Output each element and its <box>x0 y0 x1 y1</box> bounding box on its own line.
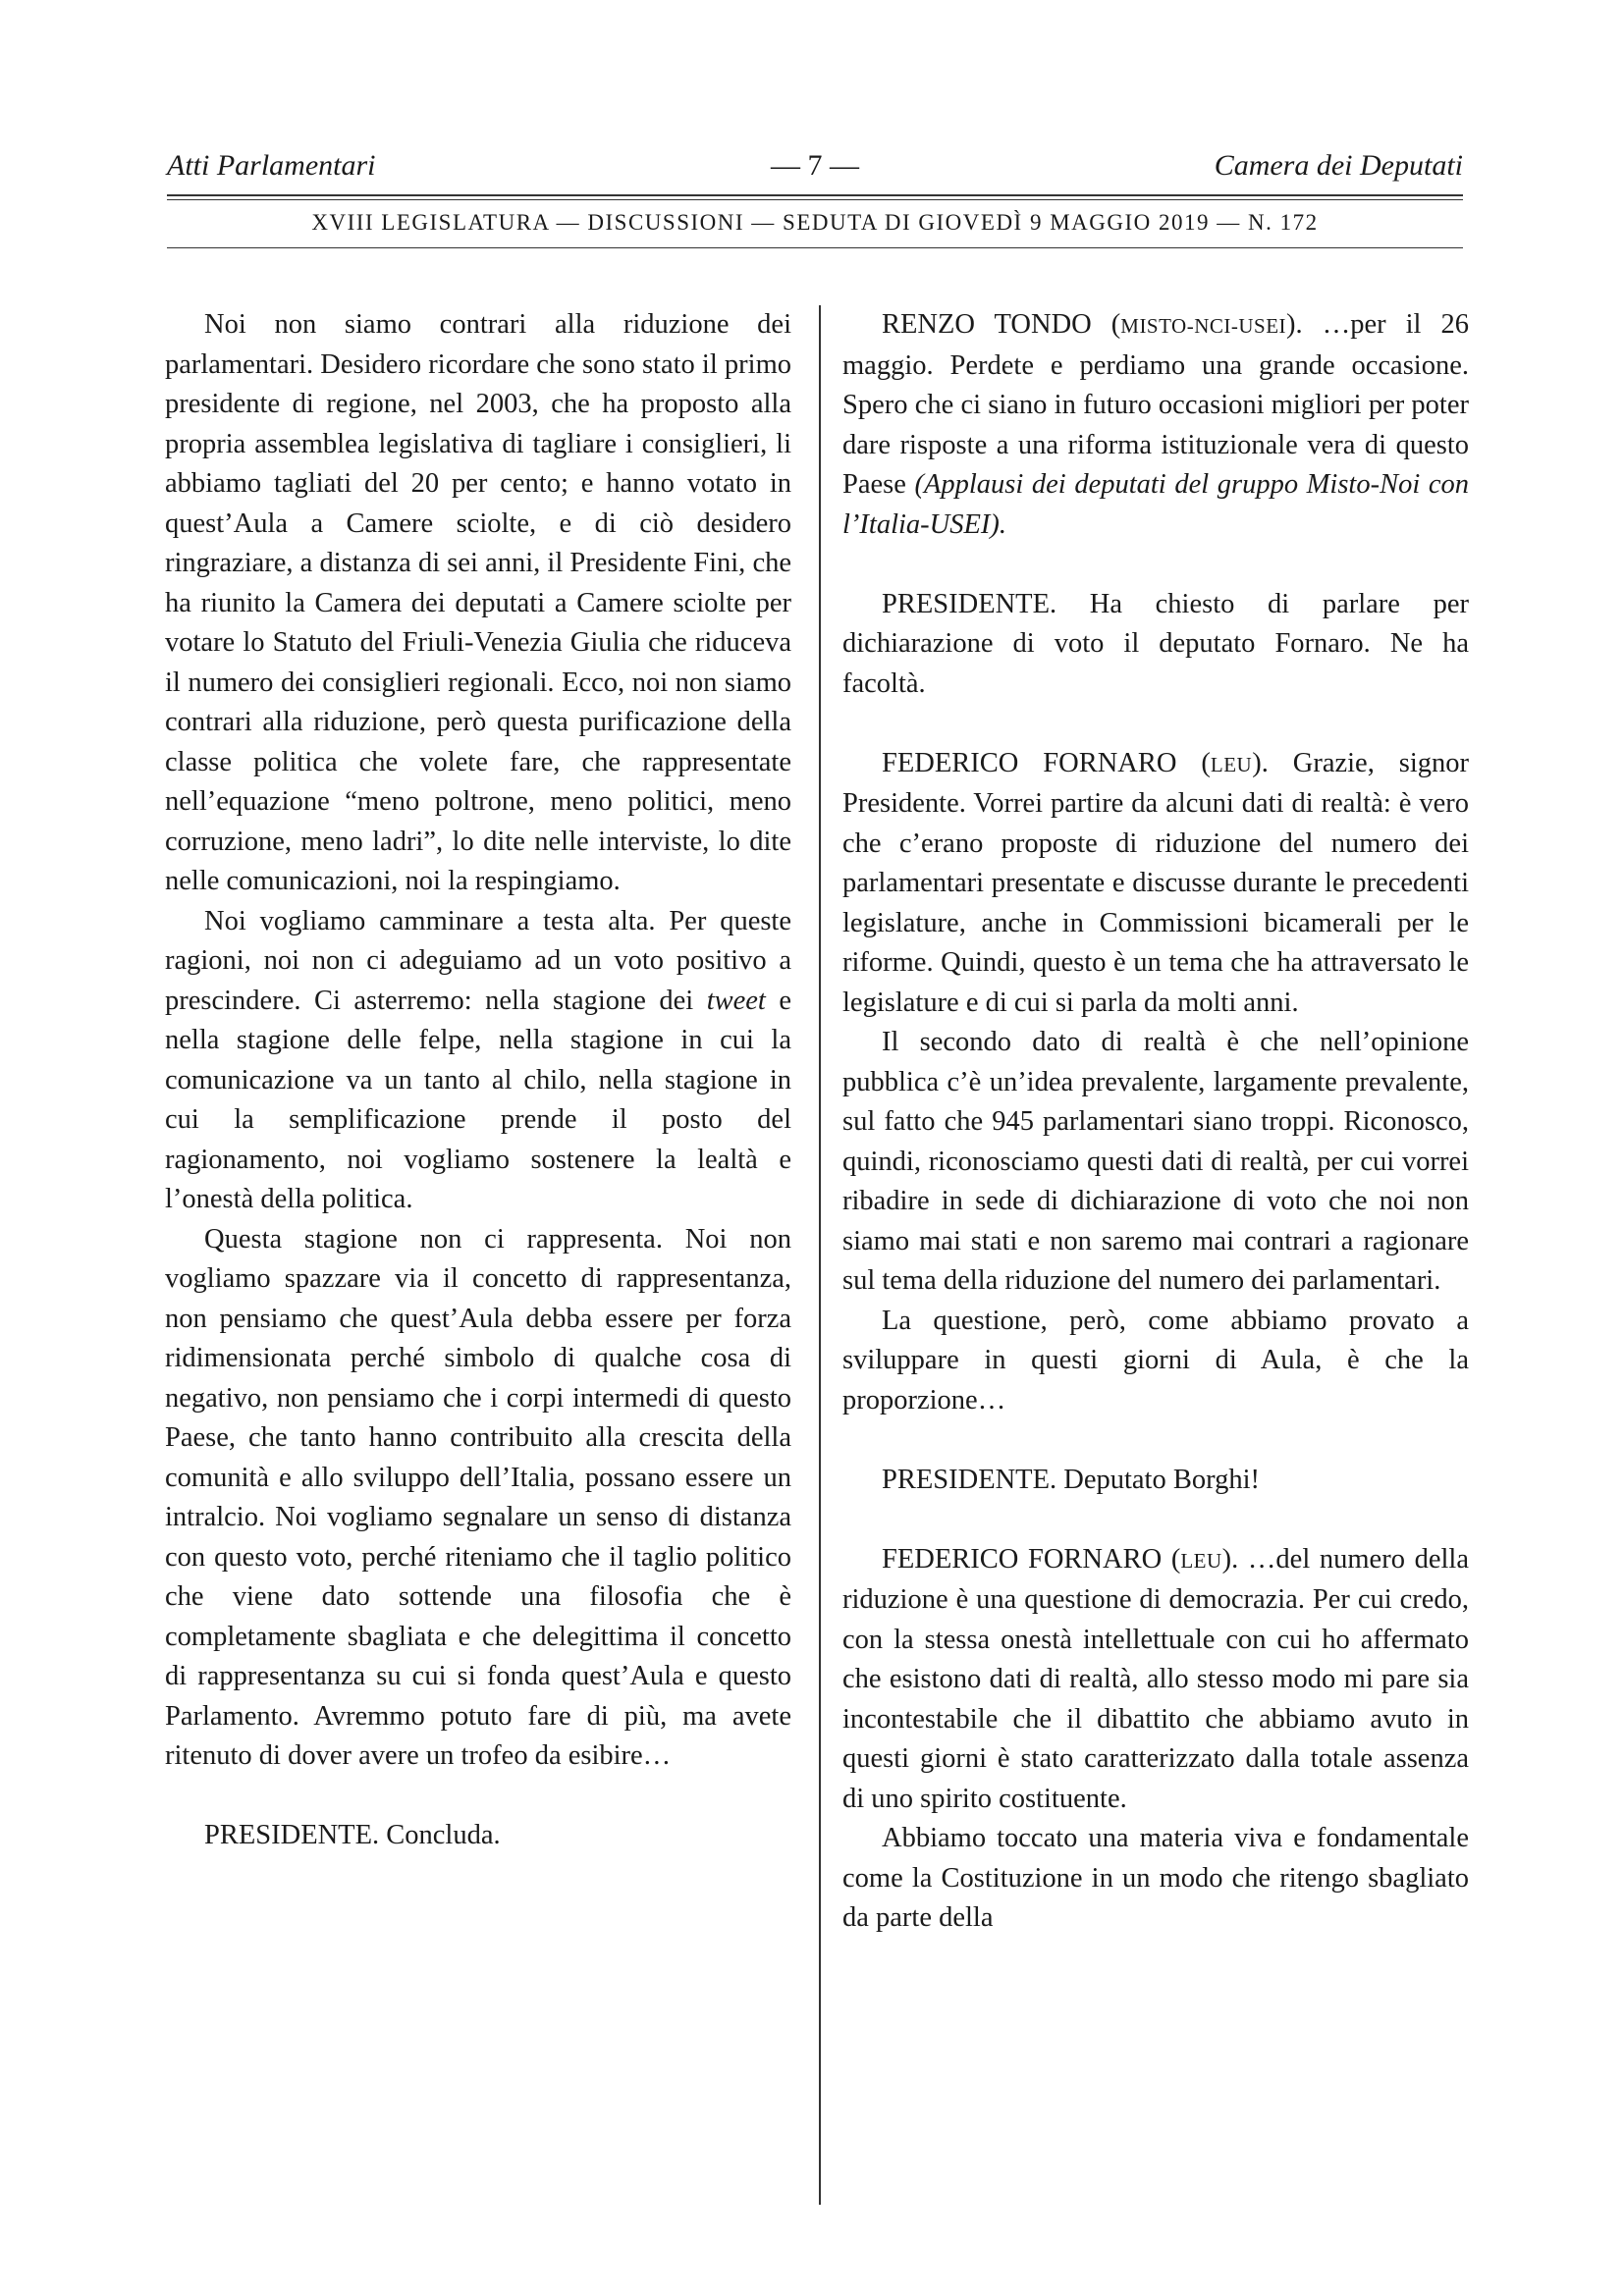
paragraph: FEDERICO FORNARO (LEU). …del numero della riduzione è una questione di democrazia. Per cui credo, con la stessa onestà intellettuale con cui ho affermato che esistono dati di realtà, allo stesso modo mi pare sia incontestabile che il dibattito che abbiamo avuto in questi giorni è stato caratterizzato dalla totale assenza di uno spirito costituente. <box>842 1543 1469 1814</box>
paragraph: FEDERICO FORNARO (LEU). Grazie, signor Presidente. Vorrei partire da alcuni dati di realtà: è vero che c’erano proposte di riduzione del numero dei parlamentari presentate e discusse durante le precedenti legislature, anche in Commissioni bicamerali per le riforme. Quindi, questo è un tema che ha attraversato le legislature e di cui si parla da molti anni. <box>842 747 1470 1018</box>
left-column <box>165 305 791 1856</box>
right-column <box>842 305 1469 1939</box>
header-right: Camera dei Deputati <box>1214 149 1463 182</box>
paragraph: Abbiamo toccato una materia viva e fondamentale come la Costituzione in un modo che ritengo sbagliato da parte della <box>842 1823 1469 1933</box>
header-rule-bottom <box>167 247 1463 248</box>
header-left: Atti Parlamentari <box>167 149 376 182</box>
paragraph: Questa stagione non ci rappresenta. Noi non vogliamo spazzare via il concetto di rappresentanza, non pensiamo che quest’Aula debba essere per forza ridimensionata perché simbolo di qualche cosa di negativo, non pensiamo che i corpi intermedi di questo Paese, che tanto hanno contribuito alla crescita della comunità e allo sviluppo dell’Italia, possano essere un intralcio. Noi vogliamo segnalare un senso di distanza con questo voto, perché riteniamo che il taglio politico che viene dato sottende una filosofia che è completamente sbagliata e che delegittima il concetto di rappresentanza su cui si fonda quest’Aula e questo Parlamento. Avremmo potuto fare di più, ma avete ritenuto di dover avere un trofeo da esibire… <box>165 1223 791 1771</box>
column-divider <box>819 305 821 2205</box>
paragraph: PRESIDENTE. Concluda. <box>204 1820 501 1850</box>
paragraph: Noi vogliamo camminare a testa alta. Per queste ragioni, noi non ci adeguiamo ad un voto positivo a prescindere. Ci asterremo: nella stagione dei tweet e nella stagione delle felpe, nella stagione in cui la comunicazione va un tanto al chilo, nella stagione in cui la semplificazione prende il posto del ragionamento, noi vogliamo sostenere la lealtà e l’onestà della politica. <box>165 905 791 1214</box>
header-rule-top <box>167 194 1463 196</box>
page-header <box>167 149 1463 196</box>
paragraph: Noi non siamo contrari alla riduzione dei parlamentari. Desidero ricordare che sono stato il primo presidente di regione, nel 2003, che ha proposto alla propria assemblea legislativa di tagliare i consiglieri, li abbiamo tagliati del 20 per cento; e hanno votato in quest’Aula a Camere sciolte, e di ciò desidero ringraziare, a distanza di sei anni, il Presidente Fini, che ha riunito la Camera dei deputati a Camere sciolte per votare lo Statuto del Friuli-Venezia Giulia che riduceva il numero dei consiglieri regionali. Ecco, noi non siamo contrari alla riduzione, però questa purificazione della classe politica che volete fare, che rappresentate nell’equazione “meno poltrone, meno politici, meno corruzione, meno ladri”, lo dite nelle interviste, lo dite nelle comunicazioni, noi la respingiamo. <box>165 309 791 896</box>
paragraph: PRESIDENTE. Ha chiesto di parlare per dichiarazione di voto il deputato Fornaro. Ne ha facoltà. <box>842 588 1469 699</box>
paragraph: La questione, però, come abbiamo provato a sviluppare in questi giorni di Aula, è che la proporzione… <box>842 1305 1469 1415</box>
paragraph: Il secondo dato di realtà è che nell’opinione pubblica c’è un’idea prevalente, largamente prevalente, sul fatto che 945 parlamentari siano troppi. Riconosco, quindi, riconosciamo questi dati di realtà, per cui vorrei ribadire in sede di dichiarazione di voto che noi non siamo mai stati e non saremo mai contrari a ragionare sul tema della riduzione del numero dei parlamentari. <box>842 1027 1469 1296</box>
session-subheader: XVIII LEGISLATURA — DISCUSSIONI — SEDUTA DI GIOVEDÌ 9 MAGGIO 2019 — N. 172 <box>311 210 1319 235</box>
header-rule-top-thin <box>167 199 1463 200</box>
paragraph: PRESIDENTE. Deputato Borghi! <box>882 1464 1260 1495</box>
page-number: — 7 — <box>771 149 859 182</box>
paragraph: RENZO TONDO (MISTO-NCI-USEI). …per il 26 maggio. Perdete e perdiamo una grande occasione. Spero che ci siano in futuro occasioni migliori per poter dare risposte a una riforma istituzionale vera di questo Paese (Applausi dei deputati del gruppo Misto-Noi con l’Italia-USEI). <box>842 309 1469 540</box>
